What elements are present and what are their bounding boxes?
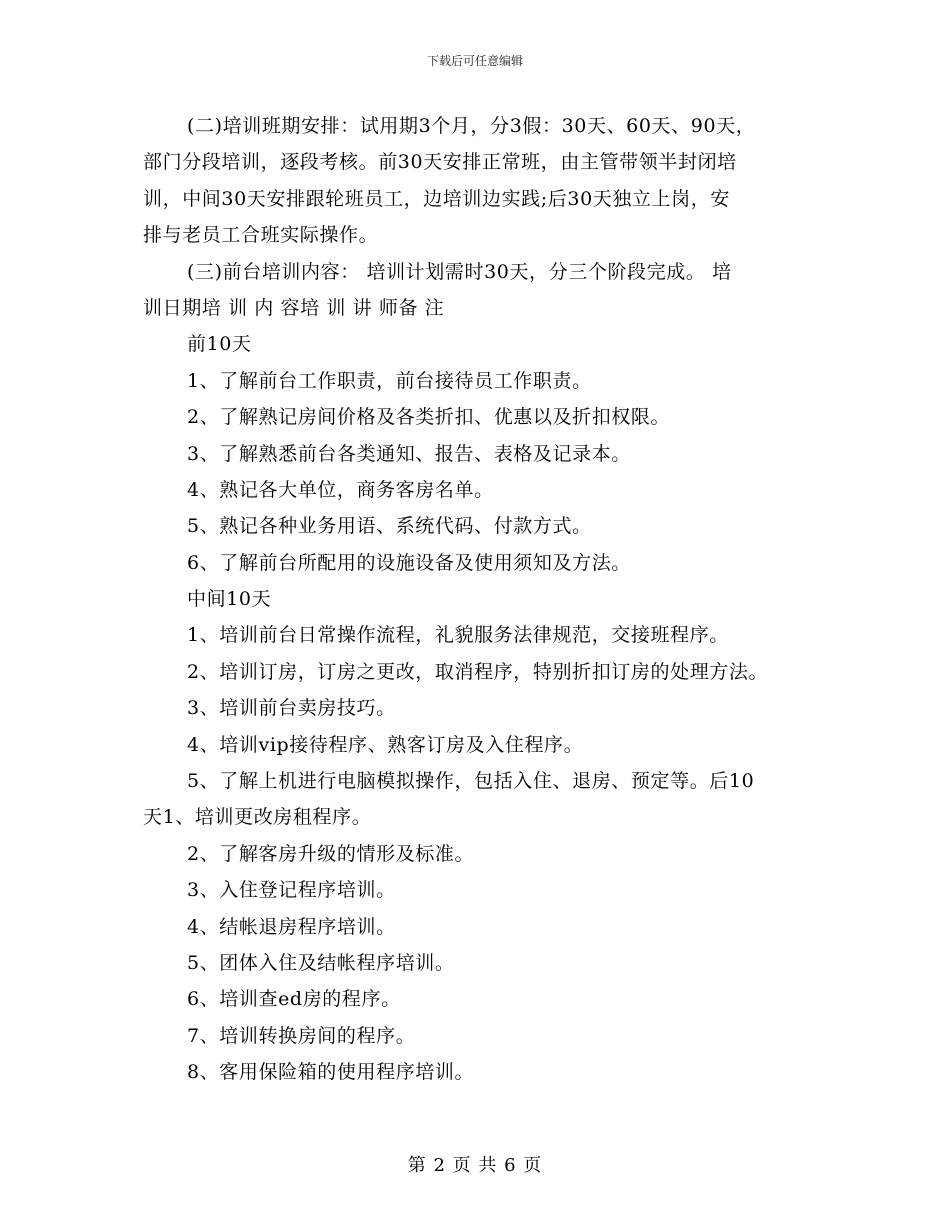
section-heading: 中间10天 (187, 588, 272, 611)
list-item: 1、培训前台日常操作流程，礼貌服务法律规范，交接班程序。 (187, 624, 729, 647)
list-item: 3、培训前台卖房技巧。 (187, 697, 396, 720)
paragraph-line: 训，中间30天安排跟轮班员工，边培训边实践;后30天独立上岗，安 (143, 187, 730, 210)
paragraph-line: 训日期培 训 内 容培 训 讲 师备 注 (143, 296, 445, 319)
page-header: 下载后可任意编辑 (426, 54, 523, 68)
list-item: 5、了解上机进行电脑模拟操作，包括入住、退房、预定等。后10 (187, 770, 755, 793)
list-item: 天1、培训更改房租程序。 (143, 806, 372, 829)
list-item: 3、了解熟悉前台各类通知、报告、表格及记录本。 (187, 442, 631, 465)
list-item: 4、培训vip接待程序、熟客订房及入住程序。 (187, 733, 584, 756)
paragraph-line: (三)前台培训内容： 培训计划需时30天，分三个阶段完成。 培 (187, 260, 732, 283)
list-item: 4、熟记各大单位，商务客房名单。 (187, 478, 494, 501)
list-item: 5、熟记各种业务用语、系统代码、付款方式。 (187, 515, 592, 538)
document-body (143, 108, 833, 1091)
list-item: 6、培训查ed房的程序。 (187, 988, 401, 1011)
paragraph-line: 排与老员工合班实际操作。 (143, 224, 379, 247)
list-item: 8、客用保险箱的使用程序培训。 (187, 1061, 475, 1084)
list-item: 2、培训订房，订房之更改，取消程序，特别折扣订房的处理方法。 (187, 660, 769, 683)
list-item: 4、结帐退房程序培训。 (187, 915, 396, 938)
paragraph-line: 部门分段培训，逐段考核。前30天安排正常班，由主管带领半封闭培 (143, 151, 737, 174)
page-number-footer: 第 2 页 共 6 页 (407, 1155, 543, 1176)
paragraph-line: (二)培训班期安排：试用期3个月，分3假：30天、60天、90天， (187, 115, 756, 137)
list-item: 1、了解前台工作职责，前台接待员工作职责。 (187, 369, 592, 392)
list-item: 2、了解客房升级的情形及标准。 (187, 842, 475, 865)
list-item: 3、入住登记程序培训。 (187, 879, 396, 902)
list-item: 6、了解前台所配用的设施设备及使用须知及方法。 (187, 551, 631, 574)
list-item: 7、培训转换房间的程序。 (187, 1024, 416, 1047)
list-item: 2、了解熟记房间价格及各类折扣、优惠以及折扣权限。 (187, 406, 671, 429)
list-item: 5、团体入住及结帐程序培训。 (187, 951, 455, 974)
section-heading: 前10天 (187, 333, 252, 356)
